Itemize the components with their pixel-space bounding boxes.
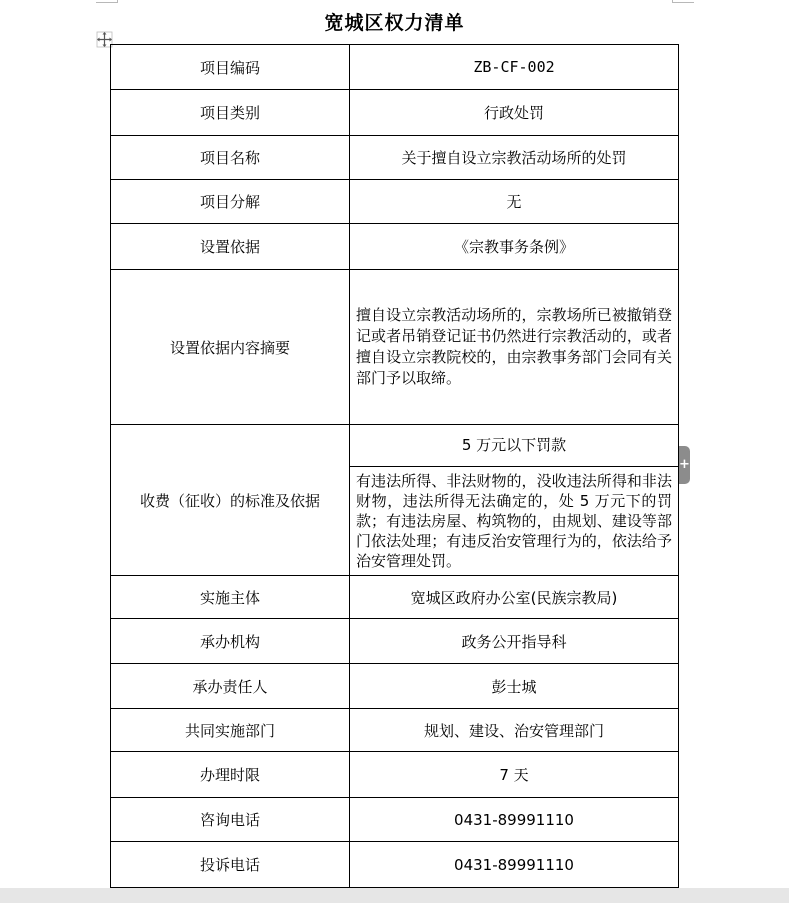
table-row [111,425,679,576]
table-row [111,664,679,709]
responsible-person-value: 彭士城 [350,664,679,709]
consult-phone-value: 0431-89991110 [350,798,679,842]
fee-standard-amount: 5 万元以下罚款 [350,425,678,467]
table-row [111,136,679,180]
table-row [111,270,679,425]
table-row [111,90,679,136]
table-row [111,576,679,619]
power-list-table [110,44,679,888]
page-corner-mark-left [96,0,118,3]
row-label: 承办机构 [111,619,350,664]
row-label: 承办责任人 [111,664,350,709]
row-label: 实施主体 [111,576,350,619]
row-label: 办理时限 [111,752,350,798]
row-label: 投诉电话 [111,842,350,888]
row-label: 共同实施部门 [111,709,350,752]
table-row [111,709,679,752]
page-corner-mark-right [672,0,694,3]
table-row [111,752,679,798]
table-row [111,842,679,888]
bottom-page-gap [0,888,789,903]
implementing-body-value: 宽城区政府办公室(民族宗教局) [350,576,679,619]
add-row-tab-icon[interactable]: + [679,446,690,484]
fee-standard-cell [350,425,679,576]
row-label: 项目分解 [111,180,350,224]
table-row [111,619,679,664]
item-breakdown-value: 无 [350,180,679,224]
table-row [111,798,679,842]
processing-time-value: 7 天 [350,752,679,798]
row-label: 项目类别 [111,90,350,136]
row-label: 设置依据 [111,224,350,270]
joint-departments-value: 规划、建设、治安管理部门 [350,709,679,752]
table-row [111,45,679,90]
legal-basis-value: 《宗教事务条例》 [350,224,679,270]
table-row [111,180,679,224]
fee-standard-detail: 有违法所得、非法财物的，没收违法所得和非法财物，违法所得无法确定的，处 5 万元下的罚款；有违法房屋、构筑物的，由规划、建设等部门依法处理；有违反治安管理行为的，依法给予治安管理处罚。 [356,472,672,570]
table-row [111,224,679,270]
row-label: 项目名称 [111,136,350,180]
legal-basis-summary-cell [350,270,679,425]
document-title: 宽城区权力清单 [324,12,465,34]
item-code-value: ZB-CF-002 [350,45,679,90]
item-category-value: 行政处罚 [350,90,679,136]
complaint-phone-value: 0431-89991110 [350,842,679,888]
row-label: 收费（征收）的标准及依据 [111,425,350,576]
handling-agency-value: 政务公开指导科 [350,619,679,664]
item-name-value: 关于擅自设立宗教活动场所的处罚 [350,136,679,180]
legal-basis-summary-text: 擅自设立宗教活动场所的，宗教场所已被撤销登记或者吊销登记证书仍然进行宗教活动的，或者擅自设立宗教院校的，由宗教事务部门会同有关部门予以取缔。 [356,306,672,387]
row-label: 设置依据内容摘要 [111,270,350,425]
row-label: 咨询电话 [111,798,350,842]
row-label: 项目编码 [111,45,350,90]
